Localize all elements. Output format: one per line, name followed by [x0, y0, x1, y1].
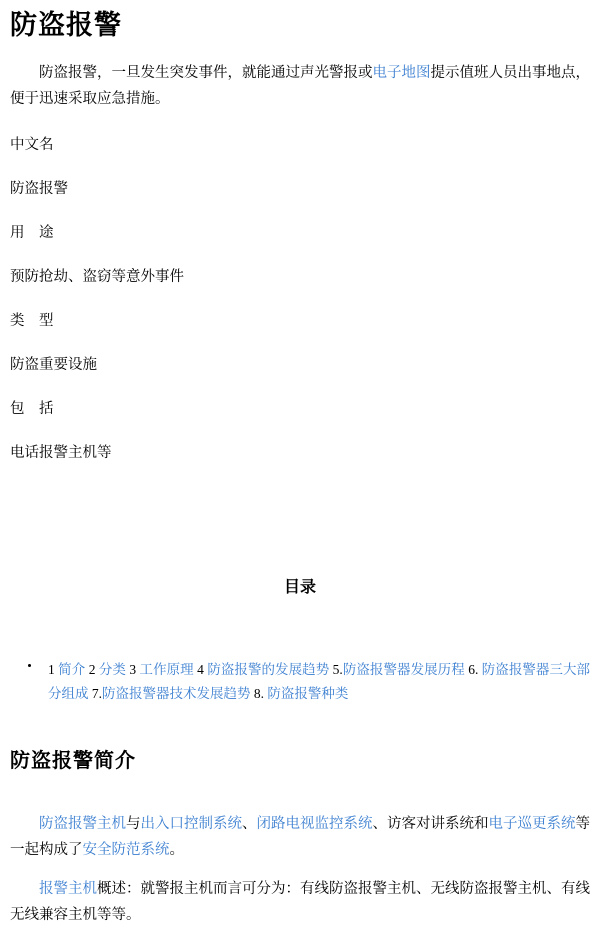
infobox-value-0: 防盗报警: [10, 181, 68, 197]
infobox-label-1: 用 途: [10, 225, 54, 241]
toc-item-5[interactable]: 防盗报警器三大部分组成: [48, 662, 591, 701]
lead-suffix: 提示值班人员出事地点，便于迅速采取应急措施。: [10, 65, 590, 107]
toc-num-2: 3: [129, 662, 137, 677]
infobox: [10, 134, 590, 464]
toc-items: [10, 658, 590, 706]
toc-num-3: 4: [197, 662, 204, 677]
para1-text3: 、访客对讲系统和: [372, 815, 489, 832]
para1-text4: 等一起构成了: [10, 815, 590, 858]
toc-item-3[interactable]: 防盗报警的发展趋势: [207, 662, 330, 677]
link-electronic-patrol-system[interactable]: 电子巡更系统: [488, 815, 576, 832]
toc-num-7: 8.: [253, 686, 264, 701]
toc: [10, 658, 590, 706]
toc-item-6[interactable]: 防盗报警器技术发展趋势: [102, 686, 251, 701]
infobox-value-2: 防盗重要设施: [10, 357, 97, 373]
toc-num-6: 7.: [91, 686, 102, 701]
toc-item-4[interactable]: 防盗报警器发展历程: [342, 662, 465, 677]
toc-num-4: 5.: [332, 662, 343, 677]
toc-num-1: 2: [88, 662, 96, 677]
link-electronic-map[interactable]: 电子地图: [372, 65, 431, 81]
lead-paragraph: [10, 60, 590, 112]
para1-text1: 与: [126, 815, 141, 832]
para1-text5: 。: [169, 841, 184, 858]
toc-heading: 目录: [283, 577, 316, 596]
toc-item-0[interactable]: 简介: [58, 662, 86, 677]
infobox-label-3: 包 括: [10, 401, 54, 417]
toc-item-1[interactable]: 分类: [98, 662, 126, 677]
section-heading-intro: 防盗报警简介: [10, 748, 136, 772]
toc-bullet-icon: [28, 664, 31, 667]
toc-num-5: 6.: [468, 662, 479, 677]
article-page: [0, 6, 600, 923]
para1-text2: 、: [242, 815, 257, 832]
link-alarm-host[interactable]: 防盗报警主机: [39, 815, 126, 832]
toc-item-2[interactable]: 工作原理: [139, 662, 194, 677]
paragraph-host-overview: [10, 876, 590, 928]
toc-num-0: 1: [48, 662, 55, 677]
link-cctv-system[interactable]: 闭路电视监控系统: [256, 815, 373, 832]
link-security-system[interactable]: 安全防范系统: [82, 841, 170, 858]
para2-text: 概述：就警报主机而言可分为：有线防盗报警主机、无线防盗报警主机、有线无线兼容主机等等。: [10, 880, 590, 923]
lead-prefix: 防盗报警，一旦发生突发事件，就能通过声光警报或: [39, 65, 373, 81]
infobox-label-2: 类 型: [10, 313, 54, 329]
link-alarm-host-2[interactable]: 报警主机: [39, 880, 97, 897]
infobox-value-3: 电话报警主机等: [10, 445, 112, 461]
link-access-control-system[interactable]: 出入口控制系统: [140, 815, 242, 832]
infobox-value-1: 预防抢劫、盗窃等意外事件: [10, 269, 184, 285]
infobox-label-0: 中文名: [10, 137, 54, 153]
toc-item-7[interactable]: 防盗报警种类: [267, 686, 349, 701]
paragraph-composition: [10, 811, 590, 863]
page-title: 防盗报警: [10, 10, 122, 41]
